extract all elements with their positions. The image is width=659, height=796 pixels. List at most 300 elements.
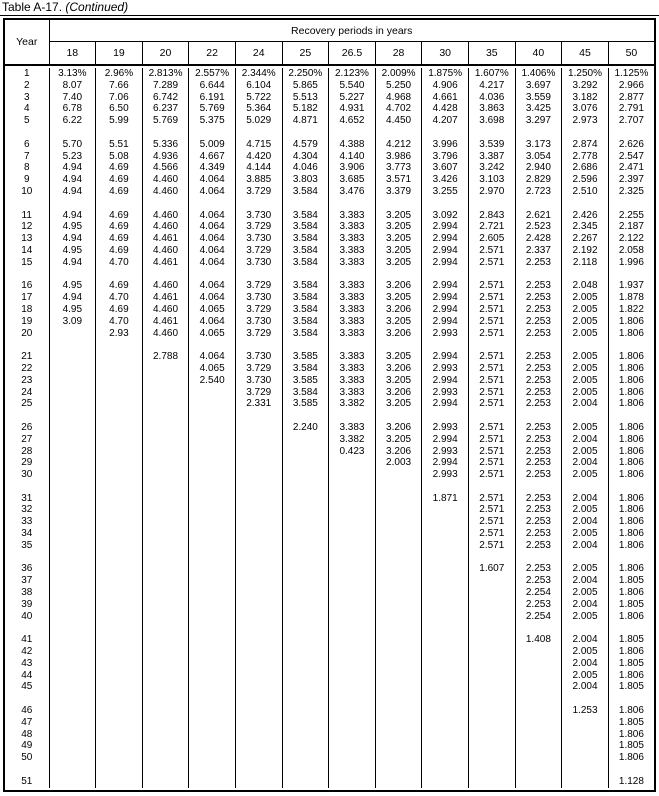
rate-cell <box>422 599 469 611</box>
rate-cell: 2.253 <box>515 469 562 481</box>
year-cell <box>4 552 49 564</box>
rate-cell <box>375 729 422 741</box>
table-row <box>4 446 655 458</box>
rate-cell: 3.996 <box>422 139 469 151</box>
rate-cell <box>375 528 422 540</box>
rate-cell: 1.805 <box>608 634 655 646</box>
rate-cell: 2.005 <box>562 504 609 516</box>
rate-cell: 6.742 <box>142 92 189 104</box>
rate-cell <box>49 693 96 705</box>
year-cell: 9 <box>4 174 49 186</box>
rate-cell <box>235 563 282 575</box>
year-cell: 31 <box>4 493 49 505</box>
rate-cell: 2.994 <box>422 351 469 363</box>
rate-cell <box>329 705 376 717</box>
rate-cell <box>375 469 422 481</box>
rate-cell: 3.476 <box>329 186 376 198</box>
year-cell: 50 <box>4 752 49 764</box>
rate-cell: 3.986 <box>375 151 422 163</box>
rate-cell: 3.205 <box>375 257 422 269</box>
rate-cell <box>515 705 562 717</box>
rate-cell <box>235 705 282 717</box>
rate-cell <box>49 351 96 363</box>
rate-cell <box>49 481 96 493</box>
rate-cell: 2.253 <box>515 516 562 528</box>
rate-cell: 4.94 <box>49 292 96 304</box>
rate-cell <box>189 681 236 693</box>
rate-cell: 2.253 <box>515 316 562 328</box>
rate-cell: 3.205 <box>375 292 422 304</box>
rate-cell <box>562 776 609 788</box>
rate-cell: 1.408 <box>515 634 562 646</box>
rate-cell: 1.806 <box>608 387 655 399</box>
table-row <box>4 587 655 599</box>
rate-cell <box>375 563 422 575</box>
rate-cell <box>375 198 422 210</box>
rate-cell: 4.461 <box>142 292 189 304</box>
rate-cell <box>375 705 422 717</box>
rate-cell: 4.968 <box>375 92 422 104</box>
rate-cell <box>49 552 96 564</box>
rate-cell: 1.806 <box>608 316 655 328</box>
year-cell <box>4 410 49 422</box>
depreciation-rate-table <box>3 18 656 792</box>
rate-cell <box>96 363 143 375</box>
rate-cell <box>468 552 515 564</box>
rate-cell: 3.054 <box>515 151 562 163</box>
rate-cell <box>608 552 655 564</box>
rate-cell: 3.584 <box>282 304 329 316</box>
recovery-period-column-header: 40 <box>515 42 562 66</box>
rate-cell <box>49 622 96 634</box>
rate-cell: 3.697 <box>515 80 562 92</box>
rate-cell: 3.729 <box>235 363 282 375</box>
rate-cell <box>329 339 376 351</box>
rate-cell: 5.250 <box>375 80 422 92</box>
rate-cell <box>96 729 143 741</box>
rate-cell <box>282 516 329 528</box>
rate-cell <box>96 622 143 634</box>
rate-cell <box>189 717 236 729</box>
rate-cell: 3.387 <box>468 151 515 163</box>
rate-cell: 3.206 <box>375 304 422 316</box>
rate-cell: 5.99 <box>96 115 143 127</box>
rate-cell: 1.806 <box>608 516 655 528</box>
rate-cell: 1.806 <box>608 563 655 575</box>
year-cell: 10 <box>4 186 49 198</box>
rate-cell <box>282 776 329 788</box>
rate-cell <box>562 127 609 139</box>
rate-cell: 4.70 <box>96 316 143 328</box>
year-cell <box>4 339 49 351</box>
rate-cell: 2.723 <box>515 186 562 198</box>
rate-cell <box>189 587 236 599</box>
rate-cell <box>235 504 282 516</box>
rate-cell <box>235 127 282 139</box>
rate-cell <box>142 599 189 611</box>
rate-cell: 3.382 <box>329 398 376 410</box>
group-separator-row <box>4 127 655 139</box>
year-header-cell: Year <box>4 19 49 65</box>
rate-cell: 3.205 <box>375 210 422 222</box>
rate-cell: 3.297 <box>515 115 562 127</box>
rate-cell: 4.69 <box>96 245 143 257</box>
year-cell: 49 <box>4 740 49 752</box>
rate-cell: 3.383 <box>329 387 376 399</box>
rate-cell: 2.721 <box>468 221 515 233</box>
rate-cell <box>562 729 609 741</box>
rate-cell <box>282 339 329 351</box>
rate-cell: 2.253 <box>515 375 562 387</box>
rate-cell: 3.426 <box>422 174 469 186</box>
rate-cell <box>142 198 189 210</box>
rate-cell <box>282 705 329 717</box>
rate-cell <box>282 528 329 540</box>
rate-cell: 3.292 <box>562 80 609 92</box>
rate-cell <box>515 693 562 705</box>
rate-cell: 1.996 <box>608 257 655 269</box>
rate-cell: 3.206 <box>375 328 422 340</box>
rate-cell <box>142 681 189 693</box>
rate-cell: 3.383 <box>329 422 376 434</box>
rate-cell <box>189 457 236 469</box>
rate-cell <box>375 776 422 788</box>
rate-cell: 3.885 <box>235 174 282 186</box>
rate-cell: 2.123% <box>329 68 376 80</box>
rate-cell: 4.212 <box>375 139 422 151</box>
rate-cell: 3.383 <box>329 316 376 328</box>
rate-cell: 3.906 <box>329 162 376 174</box>
rate-cell <box>142 752 189 764</box>
rate-cell: 2.048 <box>562 280 609 292</box>
rate-cell <box>282 540 329 552</box>
rate-cell <box>375 658 422 670</box>
rate-cell <box>375 504 422 516</box>
rate-cell <box>422 634 469 646</box>
rate-cell: 2.253 <box>515 398 562 410</box>
rate-cell <box>96 469 143 481</box>
rate-cell <box>49 717 96 729</box>
rate-cell <box>282 457 329 469</box>
rate-cell: 2.571 <box>468 457 515 469</box>
rate-cell <box>422 127 469 139</box>
rate-cell: 3.173 <box>515 139 562 151</box>
rate-cell: 5.769 <box>189 103 236 115</box>
year-cell: 43 <box>4 658 49 670</box>
rate-cell: 3.206 <box>375 387 422 399</box>
rate-cell: 3.729 <box>235 387 282 399</box>
rate-cell <box>329 670 376 682</box>
rate-cell <box>515 752 562 764</box>
rate-cell: 3.383 <box>329 233 376 245</box>
rate-cell: 4.064 <box>189 292 236 304</box>
rate-cell <box>96 646 143 658</box>
rate-cell <box>189 634 236 646</box>
rate-cell <box>329 410 376 422</box>
rate-cell <box>142 516 189 528</box>
rate-cell <box>468 646 515 658</box>
year-cell: 19 <box>4 316 49 328</box>
year-cell: 15 <box>4 257 49 269</box>
rate-cell: 4.064 <box>189 233 236 245</box>
rate-cell: 2.240 <box>282 422 329 434</box>
year-cell: 33 <box>4 516 49 528</box>
rate-cell: 2.970 <box>468 186 515 198</box>
rate-cell <box>468 410 515 422</box>
rate-cell: 2.571 <box>468 375 515 387</box>
rate-cell <box>468 599 515 611</box>
rate-cell: 4.70 <box>96 257 143 269</box>
rate-cell: 3.205 <box>375 221 422 233</box>
rate-cell <box>329 646 376 658</box>
rate-cell: 1.806 <box>608 457 655 469</box>
rate-cell: 2.571 <box>468 446 515 458</box>
table-row <box>4 387 655 399</box>
rate-cell <box>189 622 236 634</box>
rate-cell <box>142 575 189 587</box>
year-cell <box>4 269 49 281</box>
rate-cell <box>96 587 143 599</box>
rate-cell: 6.237 <box>142 103 189 115</box>
rate-cell <box>282 575 329 587</box>
rate-cell: 2.254 <box>515 611 562 623</box>
year-cell: 5 <box>4 115 49 127</box>
rate-cell: 5.540 <box>329 80 376 92</box>
rate-cell <box>142 540 189 552</box>
rate-cell <box>96 481 143 493</box>
rate-cell <box>468 764 515 776</box>
rate-cell <box>235 434 282 446</box>
rate-cell <box>329 622 376 634</box>
table-row <box>4 493 655 505</box>
rate-cell <box>329 681 376 693</box>
rate-cell: 4.064 <box>189 351 236 363</box>
rate-cell: 2.93 <box>96 328 143 340</box>
rate-cell <box>235 339 282 351</box>
rate-cell: 4.217 <box>468 80 515 92</box>
rate-cell: 6.191 <box>189 92 236 104</box>
rate-cell: 3.584 <box>282 186 329 198</box>
rate-cell: 4.460 <box>142 245 189 257</box>
rate-cell: 3.383 <box>329 363 376 375</box>
rate-cell: 4.460 <box>142 328 189 340</box>
rate-cell <box>375 670 422 682</box>
table-row <box>4 611 655 623</box>
rate-cell: 1.250% <box>562 68 609 80</box>
rate-cell <box>142 776 189 788</box>
rate-cell <box>375 481 422 493</box>
rate-cell <box>375 269 422 281</box>
rate-cell: 2.993 <box>422 422 469 434</box>
rate-cell <box>375 634 422 646</box>
rate-cell: 2.005 <box>562 611 609 623</box>
rate-cell: 3.796 <box>422 151 469 163</box>
rate-cell <box>49 634 96 646</box>
rate-cell <box>329 552 376 564</box>
rate-cell <box>49 658 96 670</box>
rate-cell: 4.931 <box>329 103 376 115</box>
rate-cell <box>329 127 376 139</box>
rate-cell <box>189 469 236 481</box>
table-row <box>4 139 655 151</box>
table-row <box>4 422 655 434</box>
rate-cell <box>562 717 609 729</box>
rate-cell <box>329 493 376 505</box>
rate-cell: 4.94 <box>49 210 96 222</box>
rate-cell: 2.605 <box>468 233 515 245</box>
rate-cell: 4.460 <box>142 304 189 316</box>
rate-cell: 3.205 <box>375 316 422 328</box>
rate-cell <box>49 729 96 741</box>
table-row <box>4 528 655 540</box>
year-cell: 11 <box>4 210 49 222</box>
table-row <box>4 80 655 92</box>
rate-cell: 2.253 <box>515 434 562 446</box>
table-number-label: Table A-17. <box>2 0 63 14</box>
rate-cell: 3.383 <box>329 375 376 387</box>
recovery-periods-header-cell: Recovery periods in years <box>49 19 655 42</box>
rate-cell <box>189 516 236 528</box>
year-cell: 13 <box>4 233 49 245</box>
rate-cell: 7.40 <box>49 92 96 104</box>
year-cell: 4 <box>4 103 49 115</box>
rate-cell <box>235 575 282 587</box>
table-row <box>4 469 655 481</box>
rate-cell <box>235 516 282 528</box>
rate-cell: 4.420 <box>235 151 282 163</box>
rate-cell <box>282 693 329 705</box>
table-row <box>4 280 655 292</box>
table-row <box>4 292 655 304</box>
column-header-row <box>4 42 655 66</box>
rate-cell: 3.729 <box>235 280 282 292</box>
rate-cell: 4.065 <box>189 363 236 375</box>
rate-cell <box>142 339 189 351</box>
table-row <box>4 328 655 340</box>
rate-cell <box>142 740 189 752</box>
rate-cell <box>282 764 329 776</box>
rate-cell: 4.460 <box>142 186 189 198</box>
rate-cell: 3.205 <box>375 351 422 363</box>
rate-cell <box>189 611 236 623</box>
rate-cell <box>49 387 96 399</box>
rate-cell: 1.806 <box>608 351 655 363</box>
table-row <box>4 752 655 764</box>
rate-cell <box>375 752 422 764</box>
rate-cell: 1.806 <box>608 375 655 387</box>
rate-cell: 1.805 <box>608 740 655 752</box>
table-row <box>4 245 655 257</box>
table-row <box>4 434 655 446</box>
rate-cell <box>375 552 422 564</box>
year-cell: 32 <box>4 504 49 516</box>
rate-cell: 3.729 <box>235 328 282 340</box>
rate-cell: 4.144 <box>235 162 282 174</box>
rate-cell <box>515 339 562 351</box>
rate-cell: 1.806 <box>608 670 655 682</box>
rate-cell <box>142 504 189 516</box>
rate-cell <box>189 387 236 399</box>
rate-cell <box>329 540 376 552</box>
rate-cell <box>96 528 143 540</box>
rate-cell: 2.004 <box>562 434 609 446</box>
rate-cell: 4.461 <box>142 316 189 328</box>
rate-cell: 1.875% <box>422 68 469 80</box>
rate-cell <box>235 670 282 682</box>
rate-cell <box>96 693 143 705</box>
rate-cell: 4.69 <box>96 162 143 174</box>
rate-cell <box>189 422 236 434</box>
rate-cell: 2.337 <box>515 245 562 257</box>
rate-cell <box>189 398 236 410</box>
rate-cell <box>282 611 329 623</box>
rate-cell <box>235 481 282 493</box>
table-row <box>4 457 655 469</box>
rate-cell: 3.584 <box>282 387 329 399</box>
rate-cell <box>282 552 329 564</box>
year-cell: 3 <box>4 92 49 104</box>
rate-cell <box>329 717 376 729</box>
rate-cell <box>515 658 562 670</box>
rate-cell <box>235 540 282 552</box>
rate-cell <box>142 693 189 705</box>
rate-cell <box>49 764 96 776</box>
rate-cell: 3.698 <box>468 115 515 127</box>
rate-cell: 2.571 <box>468 493 515 505</box>
rate-cell: 1.805 <box>608 681 655 693</box>
group-separator-row <box>4 764 655 776</box>
rate-cell: 4.064 <box>189 221 236 233</box>
rate-cell: 2.253 <box>515 422 562 434</box>
rate-cell: 2.397 <box>608 174 655 186</box>
rate-cell: 3.584 <box>282 245 329 257</box>
group-separator-row <box>4 481 655 493</box>
rate-cell <box>468 729 515 741</box>
rate-cell: 3.205 <box>375 398 422 410</box>
rate-cell <box>49 198 96 210</box>
rate-cell <box>235 622 282 634</box>
rate-cell <box>515 410 562 422</box>
rate-cell <box>468 339 515 351</box>
rate-cell: 2.994 <box>422 375 469 387</box>
table-row <box>4 304 655 316</box>
rate-cell <box>468 681 515 693</box>
rate-cell <box>422 563 469 575</box>
rate-cell: 2.331 <box>235 398 282 410</box>
rate-cell: 2.523 <box>515 221 562 233</box>
rate-cell: 4.460 <box>142 221 189 233</box>
rate-cell <box>422 705 469 717</box>
rate-cell: 1.878 <box>608 292 655 304</box>
rate-cell <box>189 410 236 422</box>
rate-cell: 3.206 <box>375 422 422 434</box>
rate-cell: 2.571 <box>468 292 515 304</box>
rate-cell <box>282 469 329 481</box>
rate-cell: 3.584 <box>282 257 329 269</box>
rate-cell <box>375 611 422 623</box>
rate-cell: 2.829 <box>515 174 562 186</box>
rate-cell <box>375 575 422 587</box>
rate-cell: 4.207 <box>422 115 469 127</box>
rate-cell: 3.730 <box>235 316 282 328</box>
rate-cell: 1.871 <box>422 493 469 505</box>
rate-cell <box>422 575 469 587</box>
year-cell: 16 <box>4 280 49 292</box>
rate-cell <box>142 481 189 493</box>
rate-cell <box>608 410 655 422</box>
rate-cell <box>562 740 609 752</box>
rate-cell <box>329 693 376 705</box>
